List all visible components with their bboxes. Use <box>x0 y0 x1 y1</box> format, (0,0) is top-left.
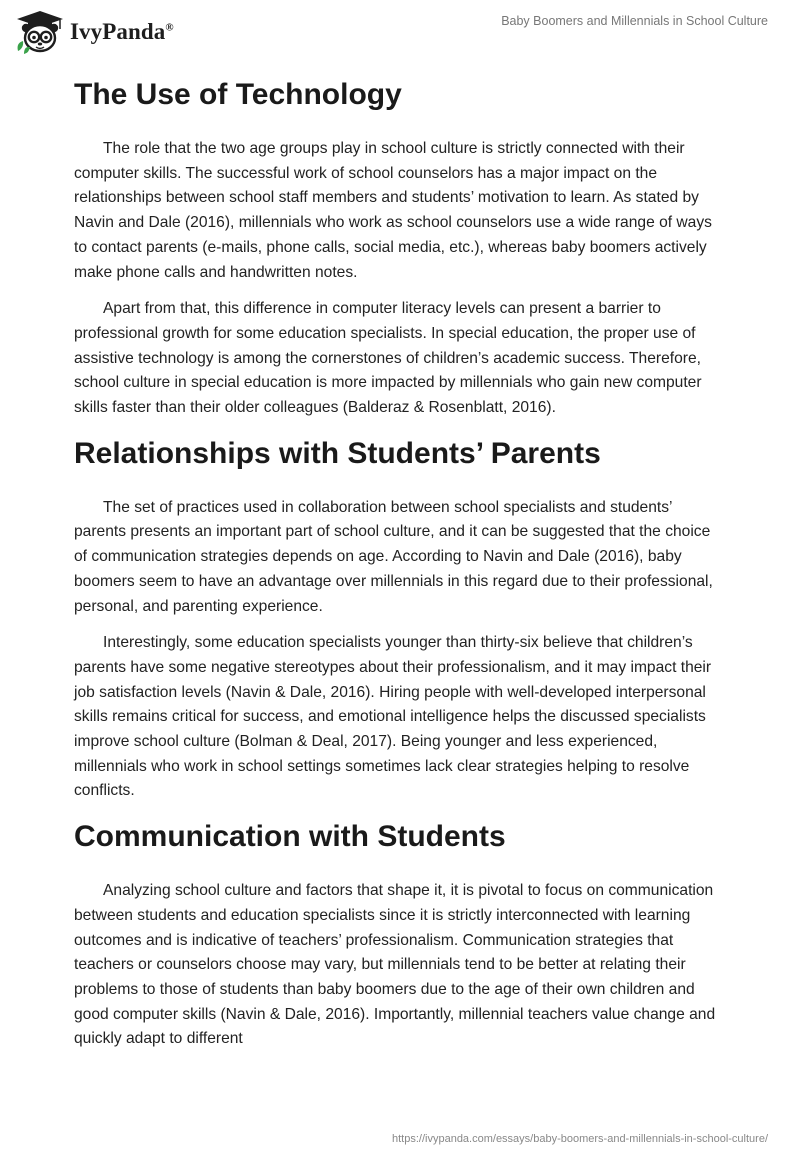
source-url-link[interactable]: https://ivypanda.com/essays/baby-boomers-and-millennials-in-school-culture/ <box>392 1133 768 1145</box>
section-heading: The Use of Technology <box>74 78 402 111</box>
document-title: Baby Boomers and Millennials in School Culture <box>501 14 768 28</box>
page-header <box>0 0 800 64</box>
paragraph: Analyzing school culture and factors that shape it, it is pivotal to focus on communication between students and education specialists since it is strictly interconnected with learning outcomes and is indicative of teachers’ professionalism. Communication strategies that teachers or counselors choose may vary, but millennials tend to be better at relating their problems to those of students than baby boomers due to the age of their own children and good computer skills (Navin & Dale, 2016). Importantly, millennial teachers value change and quickly adapt to different <box>74 882 716 1048</box>
section-heading: Communication with Students <box>74 820 506 854</box>
paragraph: Interestingly, some education specialists younger than thirty-six believe that children’s parents have some negative stereotypes about their professionalism, and it may impact their job satisfaction levels (Navin & Dale, 2016). Hiring people with well-developed interpersonal skills remains critical for success, and emotional intelligence helps the discussed specialists improve school culture (Bolman & Deal, 2017). Being younger and less experienced, millennials who work in school settings sometimes lack clear strategies helping to resolve conflicts. <box>74 634 712 800</box>
section-heading: Relationships with Students’ Parents <box>74 436 601 470</box>
paragraph: The role that the two age groups play in school culture is strictly connected with their computer skills. The successful work of school counselors has a major impact on the relationships between school staff members and students’ motivation to learn. As stated by Navin and Dale (2016), millennials who work as school counselors use a wide range of ways to contact parents (e-mails, phone calls, social media, etc.), whereas baby boomers actively make phone calls and handwritten notes. <box>74 140 712 281</box>
brand-name: IvyPanda® <box>70 19 174 44</box>
panda-graduate-icon <box>14 9 66 55</box>
brand-logo[interactable] <box>14 9 174 55</box>
article-body <box>74 70 726 1052</box>
paragraph: The set of practices used in collaboration between school specialists and students’ parents presents an important part of school culture, and it can be suggested that the choice of communication strategies depends on age. According to Navin and Dale (2016), baby boomers seem to have an advantage over millennials in this regard due to their professional, personal, and parenting experience. <box>74 498 713 615</box>
paragraph: Apart from that, this difference in computer literacy levels can present a barrier to professional growth for some education specialists. In special education, the proper use of assistive technology is among the cornerstones of children’s academic success. Therefore, school culture in special education is more impacted by millennials who gain new computer skills faster than their older colleagues (Balderaz & Rosenblatt, 2016). <box>74 300 702 417</box>
